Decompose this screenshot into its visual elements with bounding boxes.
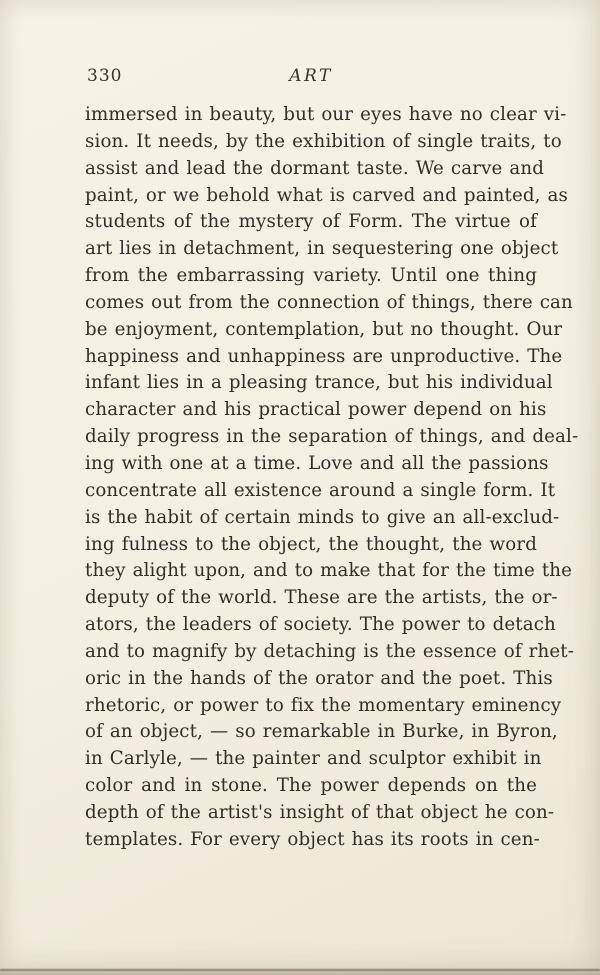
text-line: and to magnify by detaching is the essence of rhet- [85,640,575,662]
text-line: be enjoyment, contemplation, but no thought. Our [85,318,563,340]
text-line: students of the mystery of Form. The virtue of [85,211,537,233]
body-text [85,102,579,854]
text-line: they alight upon, and to make that for the time the [85,560,573,582]
text-line: sion. It needs, by the exhibition of single traits, to [85,130,562,152]
text-line: infant lies in a pleasing trance, but his individual [85,372,553,394]
text-line: rhetoric, or power to fix the momentary eminency [85,694,562,716]
text-line: is the habit of certain minds to give an all-exclud- [85,506,560,528]
text-line: daily progress in the separation of things, and deal- [85,426,579,448]
text-line: color and in stone. The power depends on the [85,775,537,797]
text-line: of an object, — so remarkable in Burke, in Byron, [85,721,558,743]
text-line: ators, the leaders of society. The power to detach [85,614,556,636]
text-line: ing with one at a time. Love and all the passions [85,452,549,474]
page-header [85,66,537,90]
text-line: paint, or we behold what is carved and painted, as [85,184,569,206]
text-line: depth of the artist's insight of that object he con- [85,801,555,823]
text-line: comes out from the connection of things, there can [85,291,573,313]
text-line: happiness and unhappiness are unproductive. The [85,345,563,367]
text-line: ing fulness to the object, the thought, the word [85,533,537,555]
text-line: oric in the hands of the orator and the poet. This [85,667,553,689]
text-line: from the embarrassing variety. Until one thing [85,265,537,287]
text-line: art lies in detachment, in sequestering one object [85,238,559,260]
text-line: immersed in beauty, but our eyes have no clear vi- [85,104,567,125]
text-line: deputy of the world. These are the artists, the or- [85,587,558,609]
scan-edge-shadow [0,971,600,975]
text-line: character and his practical power depend on his [85,399,547,421]
running-header-title: ART [289,66,333,86]
text-line: concentrate all existence around a single form. It [85,479,556,501]
text-line: templates. For every object has its roots in cen- [85,828,540,850]
text-line: in Carlyle, — the painter and sculptor exhibit in [85,748,542,770]
page-number: 330 [87,66,123,86]
text-line: assist and lead the dormant taste. We carve and [85,157,544,179]
